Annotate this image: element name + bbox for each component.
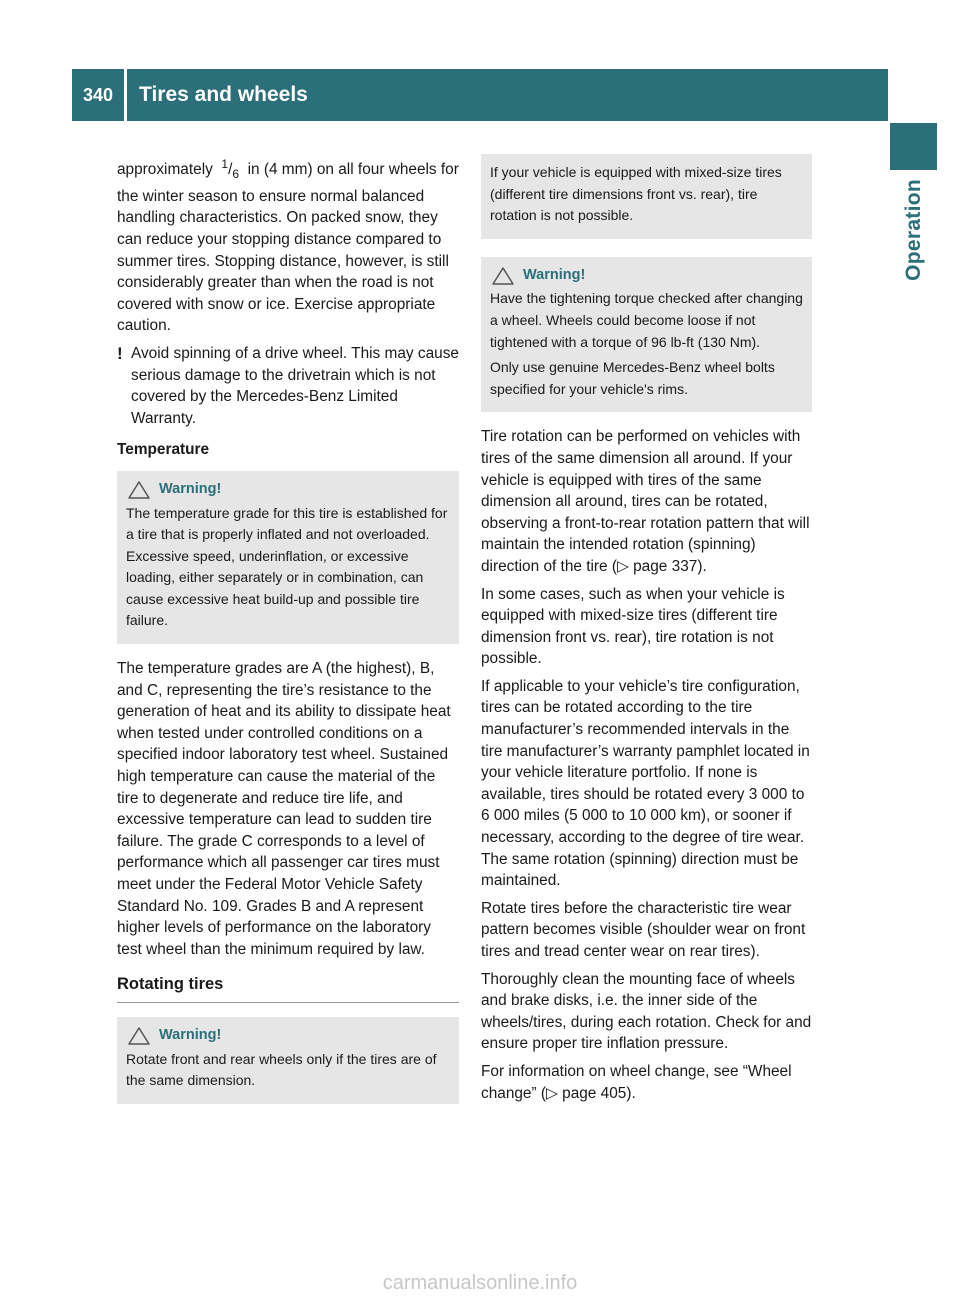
info-text: If your vehicle is equipped with mixed-size tires (different tire dimensions front vs. rear), tire rotation is not possible. [490,164,782,224]
side-tab [890,123,937,281]
intro-paragraph: approximately $^1/_6$ in (4 mm) on all four wheels for the winter season to ensure normal balanced handling characteristics. On packed snow, they can reduce your stopping distance compared to summer tires. Stopping distance, however, is still considerably greater than when the road is not covered with snow or ice. Exercise appropriate caution. [117,157,459,335]
warning-triangle-icon [128,481,150,499]
warning-triangle-icon [128,1027,150,1045]
section-title: Tires and wheels [127,69,888,121]
temperature-heading: Temperature [117,441,210,459]
temperature-paragraph: The temperature grades are A (the highest), B, and C, representing the tire’s resistance to the generation of heat and its ability to dissipate heat when tested under controlled conditions on a specified indoor laboratory test wheel. Sustained high temperature can cause the material of the tire to degenerate and reduce tire life, and excessive temperature can lead to sudden tire failure. The grade C corresponds to a level of performance which all passenger car tires must meet under the Federal Motor Vehicle Safety Standard No. 109. Grades B and A represent higher levels of performance on the laboratory test wheel than the minimum required by law. [117,660,451,958]
warning-title: Warning! [523,266,586,283]
warning-text: The temperature grade for this tire is established for a tire that is properly inflated and not overloaded. Excessive speed, underinflation, or excessive loading, either separately or in combination, can cause excessive heat build-up and possible tire failure. [126,504,448,629]
warning-text: Only use genuine Mercedes-Benz wheel bolts specified for your vehicle's rims. [490,359,775,397]
warning-title: Warning! [159,480,222,497]
fraction-denominator: 6 [232,167,240,182]
rotating-tires-heading: Rotating tires [117,974,459,1003]
warning-box-torque [481,257,812,413]
side-tab-label: Operation [901,179,925,281]
caution-note [117,343,459,429]
caution-note-text: Avoid spinning of a drive wheel. This may cause serious damage to the drivetrain which is not covered by the Mercedes-Benz Limited Warranty. [131,344,459,427]
warning-text: Rotate front and rear wheels only if the tires are of the same dimension. [126,1050,437,1089]
warning-box-temperature [117,471,459,644]
warning-box-rotation [117,1017,459,1104]
fraction-numerator: 1 [221,157,229,171]
cleaning-paragraph: Thoroughly clean the mounting face of wheels and brake disks, i.e. the inner side of the wheels/tires, during each rotation. Check for and ensure proper tire inflation pressure. [481,970,812,1053]
right-column [481,154,812,1110]
wheel-change-paragraph: For information on wheel change, see “Wheel change” (▷ page 405). [481,1062,792,1102]
left-column [117,154,459,1118]
info-box-mixed-size [481,154,812,239]
side-tab-marker [890,123,937,170]
exclamation-icon: ! [117,343,123,363]
rotation-paragraph: Tire rotation can be performed on vehicles with tires of the same dimension all around. If your vehicle is equipped with tires of the same dimension all around, tires can be rotated, observing a front-to-rear rotation pattern that will maintain the intended rotation (spinning) direction of the tire (▷ page 337). [481,428,810,575]
mixed-size-paragraph: In some cases, such as when your vehicle is equipped with mixed-size tires (different tire dimension front vs. rear), tire rotation is not possible. [481,585,785,668]
wear-pattern-paragraph: Rotate tires before the characteristic tire wear pattern becomes visible (shoulder wear on front tires and tread center wear on rear tires). [481,899,806,960]
warning-triangle-icon [492,267,514,285]
page-number: 340 [72,69,124,121]
watermark: carmanualsonline.info [382,1272,578,1294]
warning-text: Have the tightening torque checked after changing a wheel. Wheels could become loose if not tightened with a torque of 96 lb-ft (130 Nm). [490,290,803,350]
page-header [72,69,888,121]
warning-title: Warning! [159,1026,222,1043]
intervals-paragraph: If applicable to your vehicle’s tire configuration, tires can be rotated according to the tire manufacturer’s recommended intervals in the tire manufacturer’s warranty pamphlet located in your vehicle literature portfolio. If none is available, tires should be rotated every 3 000 to 6 000 miles (5 000 to 10 000 km), or sooner if necessary, according to the degree of tire wear. The same rotation (spinning) direction must be maintained. [481,677,810,890]
